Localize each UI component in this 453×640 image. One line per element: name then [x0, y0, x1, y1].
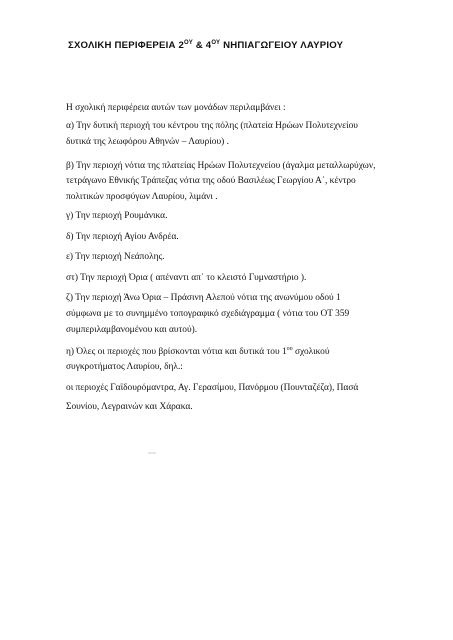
title-superscript-2: ΟΥ — [211, 39, 221, 46]
item-h-line-4: Σουνίου, Λεγραινών και Χάρακα. — [66, 402, 193, 412]
title-superscript-1: ΟΥ — [184, 39, 193, 46]
item-h-line-3: οι περιοχές Γαϊδουρόμαντρα, Αγ. Γερασίμου, Πανόρμου (Πουνταζέζα), Πασά — [66, 383, 359, 393]
item-c-line-1: γ) Την περιοχή Ρουμάνικα. — [66, 211, 168, 221]
item-a-line-2: δυτικά της λεωφόρου Αθηνών – Λαυρίου) . — [66, 137, 229, 147]
title-part-3: ΝΗΠΙΑΓΩΓΕΙΟΥ ΛΑΥΡΙΟΥ — [220, 40, 344, 51]
item-g-line-3: συμπεριλαμβανομένου και αυτού). — [66, 325, 198, 335]
title-part-2: & 4 — [192, 40, 212, 51]
item-h-line-2: συγκροτήματος Λαυρίου, δηλ.: — [66, 362, 183, 372]
document-title — [68, 40, 428, 51]
item-g-line-1: ζ) Την περιοχή Άνω Όρια – Πράσινη Αλεπού νότια της ανωνύμου οδού 1 — [66, 293, 341, 303]
item-e-line-1: ε) Την περιοχή Νεάπολης. — [66, 252, 165, 262]
item-h-line-1-text: η) Όλες οι περιοχές που βρίσκονται νότια και δυτικά του 1 — [66, 347, 287, 357]
title-part-1: ΣΧΟΛΙΚΗ ΠΕΡΙΦΕΡΕΙΑ 2 — [68, 40, 185, 51]
item-b-line-2: τετράγωνο Εθνικής Τράπεζας νότια της οδού Βασιλέως Γεωργίου Α΄, κέντρο — [66, 176, 356, 186]
item-d-line-1: δ) Την περιοχή Αγίου Ανδρέα. — [66, 232, 179, 242]
item-f-line-1: στ) Την περιοχή Όρια ( απέναντι απ΄ το κλειστό Γυμναστήριο ). — [66, 273, 307, 283]
item-g-line-2: σύμφωνα με το συνημμένο τοπογραφικό σχεδιάγραμμα ( νότια του ΟΤ 359 — [66, 309, 350, 319]
item-b-line-3: πολιτικών προσφύγων Λαυρίου, λιμάνι . — [66, 192, 218, 202]
item-b-line-1: β) Την περιοχή νότια της πλατείας Ηρώων Πολυτεχνείου (άγαλμα μεταλλωρύχων, — [66, 161, 376, 171]
item-h-superscript: ου — [286, 345, 293, 352]
item-h-line-1 — [66, 346, 329, 358]
scan-smudge — [148, 452, 156, 454]
intro-paragraph: Η σχολική περιφέρεια αυτών των μονάδων περιλαμβάνει : — [66, 103, 286, 113]
item-h-line-1-end: σχολικού — [292, 347, 330, 357]
item-a-line-1: α) Την δυτική περιοχή του κέντρου της πόλης (πλατεία Ηρώων Πολυτεχνείου — [66, 121, 358, 131]
